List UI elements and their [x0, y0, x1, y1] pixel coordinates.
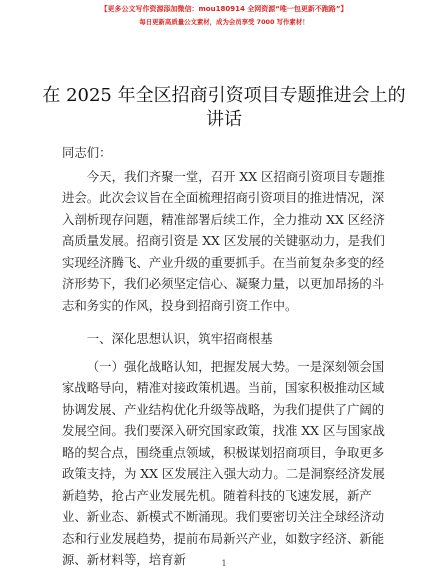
document-title: 在 2025 年全区招商引资项目专题推进会上的讲话 [42, 85, 406, 130]
page-number: 1 [221, 559, 227, 568]
document-body [62, 142, 392, 571]
greeting: 同志们： [62, 145, 112, 160]
section-heading: 一、深化思想认识，筑牢招商根基 [86, 331, 273, 346]
promo-banner-line2: 每日更新高质量公文素材，成为会员享受 7000 写作素材！ [139, 18, 309, 26]
intro-paragraph: 今天，我们齐聚一堂，召开 XX 区招商引资项目专题推进会。此次会议旨在全面梳理招商引资项目的推进情况，深入剖析现存问题，精准部署后续工作，全力推动 XX 区经济高质量发展。招商引资是 XX 区发展的关键驱动力，是我们实现经济腾飞、产业升级的重要抓手。在当前复杂多变的经济形势下，我们必须坚定信心、凝聚力量，以更加昂扬的斗志和务实的作风，投身到招商引资工作中。 [62, 168, 385, 313]
promo-banner-line1: 【更多公文写作资源添加微信：mou180914 全网资源“唯一包更新不跑路”】 [100, 5, 348, 13]
section-paragraph: （一）强化战略认知，把握发展大势。一是深刻领会国家战略导向，精准对接政策机遇。当前，国家积极推动区域协调发展、产业结构优化升级等战略，为我们提供了广阔的发展空间。我们要深入研究国家政策，找准 XX 区与国家战略的契合点，围绕重点领域，积极谋划招商项目，争取更多政策支持，为 XX 区发展注入强大动力。二是洞察经济发展新趋势，抢占产业发展先机。随着科技的飞速发展，新产业、新业态、新模式不断涌现。我们要密切关注全球经济动态和行业发展趋势，提前布局新兴产业，如数字经济、新能源、新材料等，培育新 [62, 358, 385, 567]
promo-banner [0, 4, 448, 28]
